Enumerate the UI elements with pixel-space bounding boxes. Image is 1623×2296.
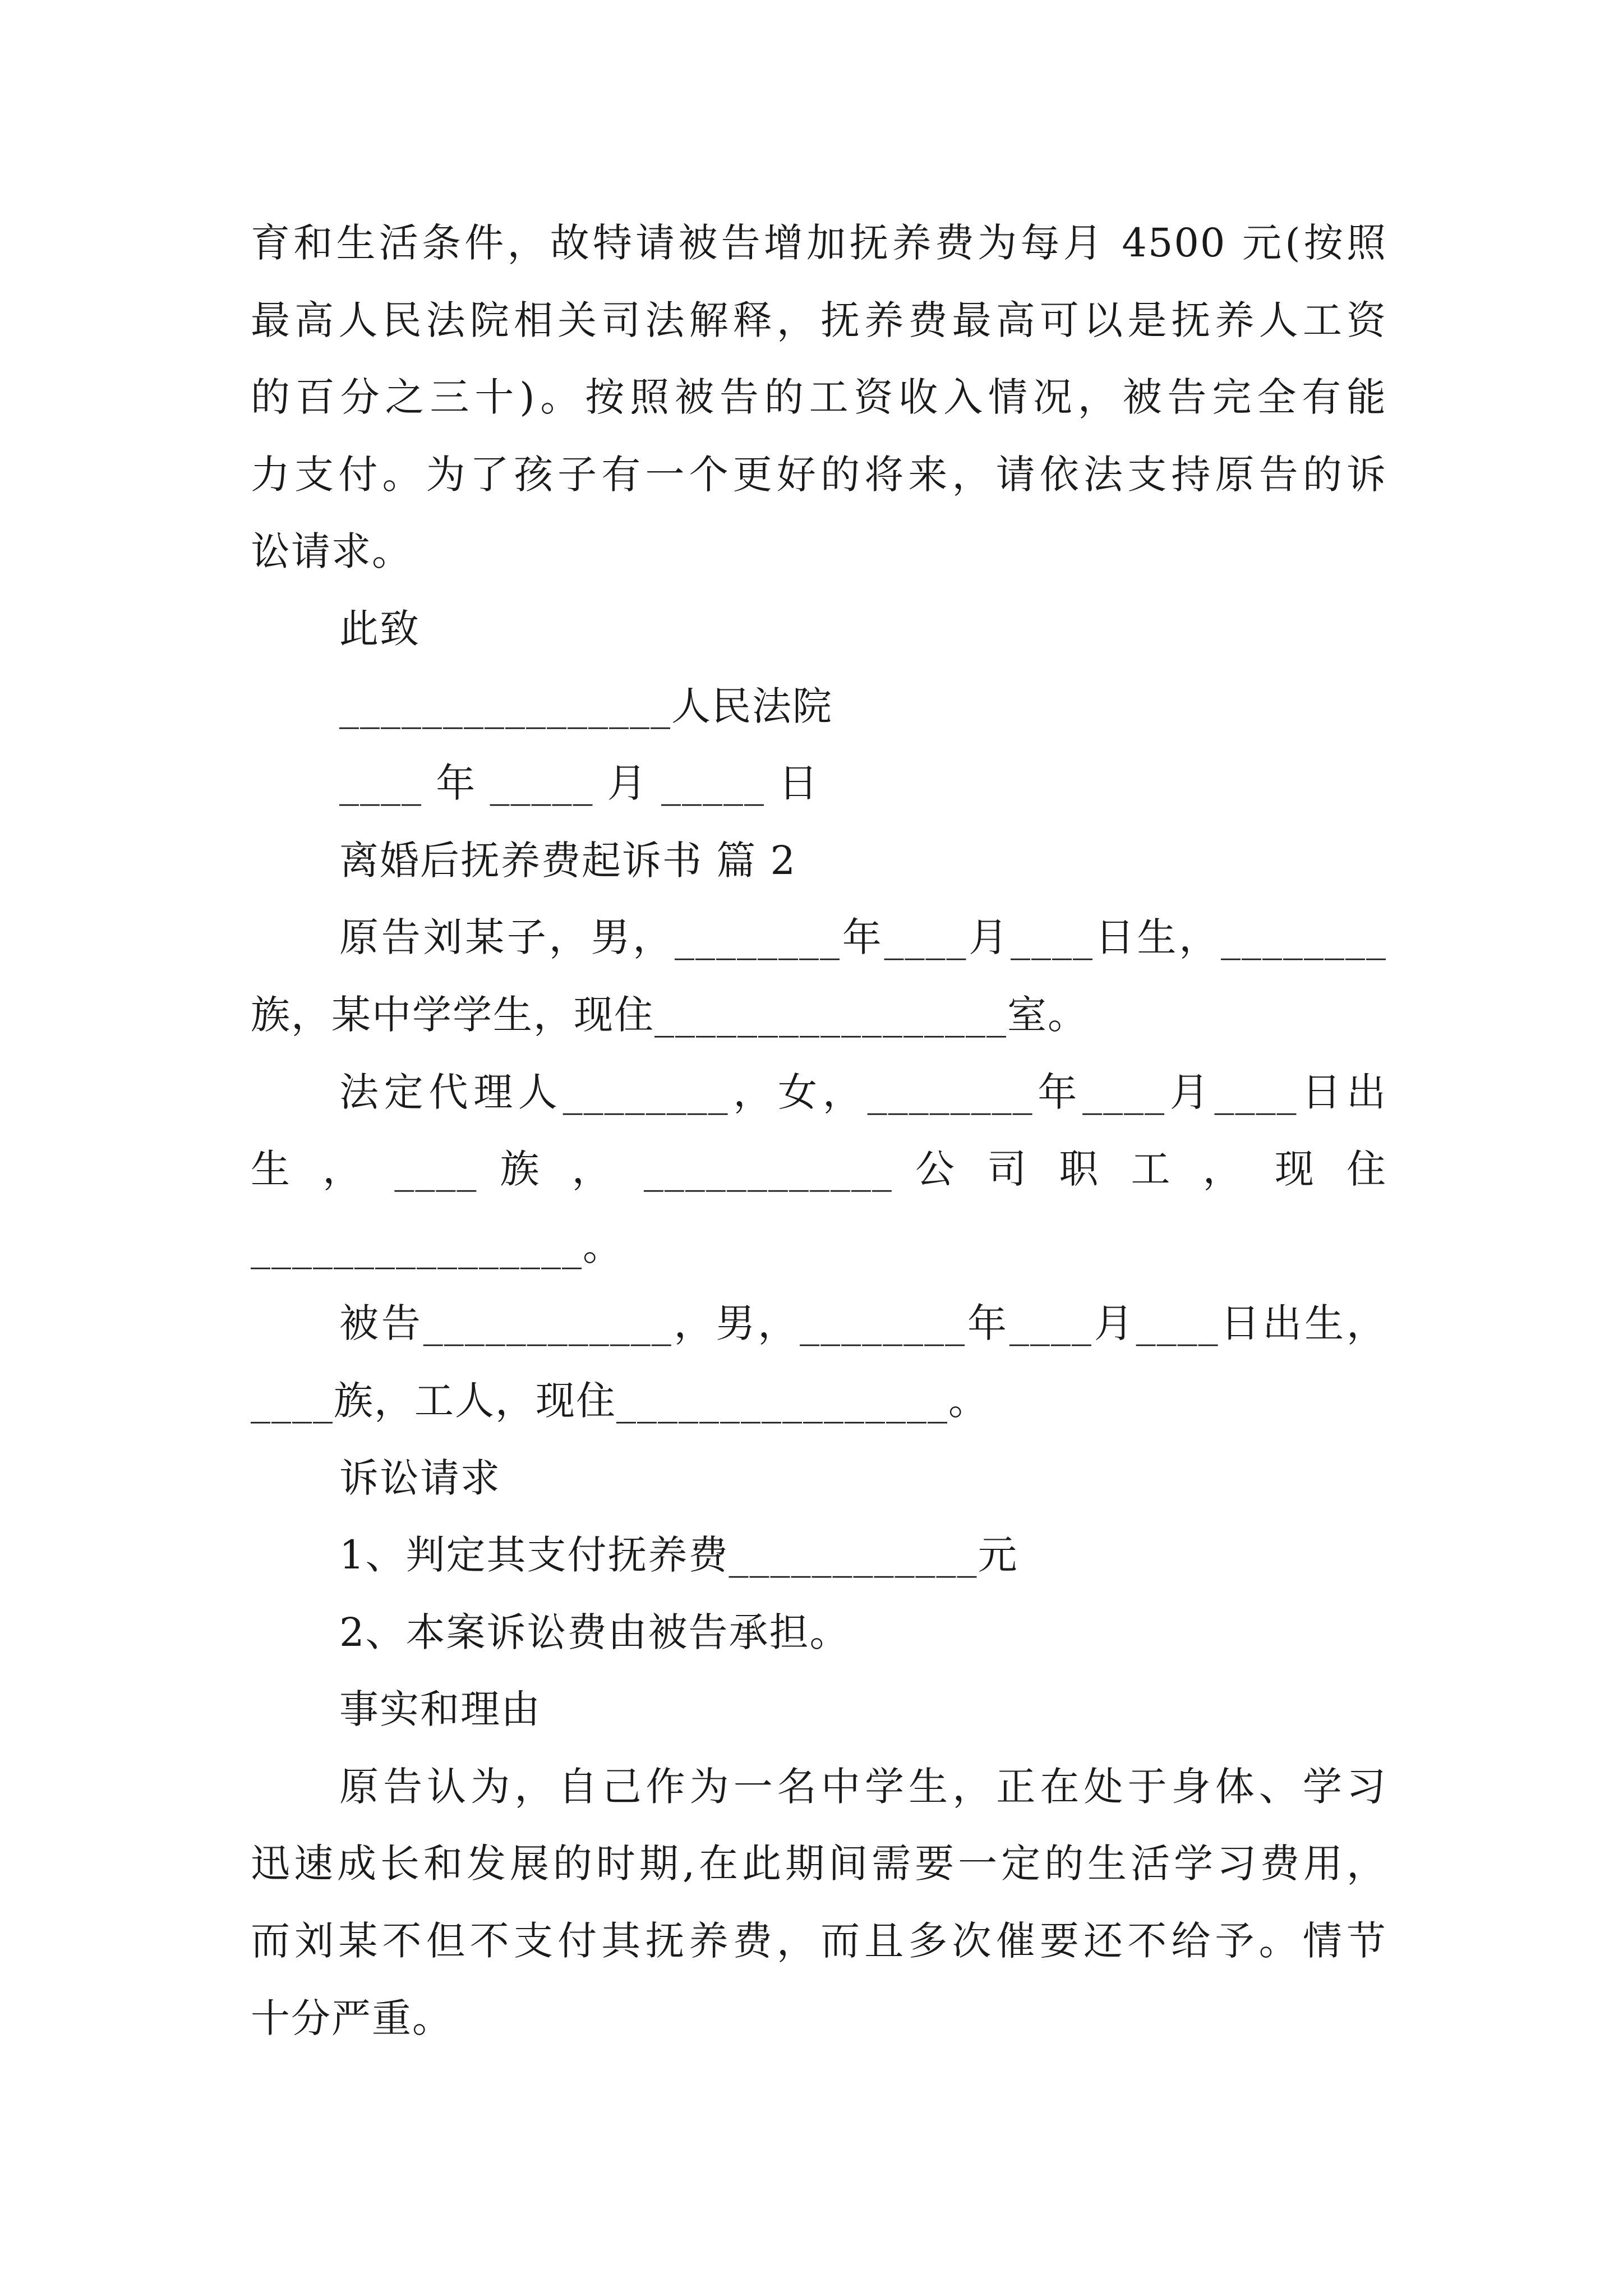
section-heading: 事实和理由	[339, 1686, 541, 1733]
text-line: ____族，工人，现住________________。	[251, 1377, 989, 1424]
text-line: 最高人民法院相关司法解释，抚养费最高可以是抚养人工资	[251, 297, 1387, 343]
text-line: 生 ， ____ 族 ， ____________ 公 司 职 工 ， 现 住	[251, 1146, 1387, 1193]
section-heading: 诉讼请求	[339, 1455, 501, 1501]
text-line: 迅速成长和发展的时期,在此期间需要一定的生活学习费用，	[251, 1841, 1387, 1887]
text-line: 而刘某不但不支付其抚养费，而且多次催要还不给予。情节	[251, 1918, 1387, 1964]
text-line: ________________。	[251, 1223, 623, 1269]
text-line: 讼请求。	[251, 528, 412, 575]
text-line: 十分严重。	[251, 1995, 453, 2041]
text-line: 被告____________，男，________年____月____日出生，	[339, 1300, 1387, 1347]
text-line: 原告认为，自己作为一名中学生，正在处于身体、学习	[339, 1763, 1387, 1810]
text-line: 的百分之三十)。按照被告的工资收入情况，被告完全有能	[251, 374, 1387, 421]
text-line: 力支付。为了孩子有一个更好的将来，请依法支持原告的诉	[251, 451, 1387, 498]
section-title: 离婚后抚养费起诉书 篇 2	[339, 837, 797, 884]
text-line: 族，某中学学生，现住_________________室。	[251, 991, 1088, 1038]
claim-item: 1、判定其支付抚养费____________元	[339, 1532, 1018, 1579]
text-line: 育和生活条件，故特请被告增加抚养费为每月 4500 元(按照	[251, 220, 1387, 266]
claim-item: 2、本案诉讼费由被告承担。	[339, 1609, 850, 1655]
salutation: 此致	[339, 605, 420, 652]
text-line: 法定代理人________，女，________年____月____日出	[339, 1069, 1387, 1115]
date-blank: ____ 年 _____ 月 _____ 日	[339, 760, 819, 807]
court-name-blank: ________________人民法院	[339, 683, 833, 729]
text-line: 原告刘某子，男，________年____月____日生，________	[339, 914, 1387, 961]
document-body	[251, 205, 1387, 2057]
